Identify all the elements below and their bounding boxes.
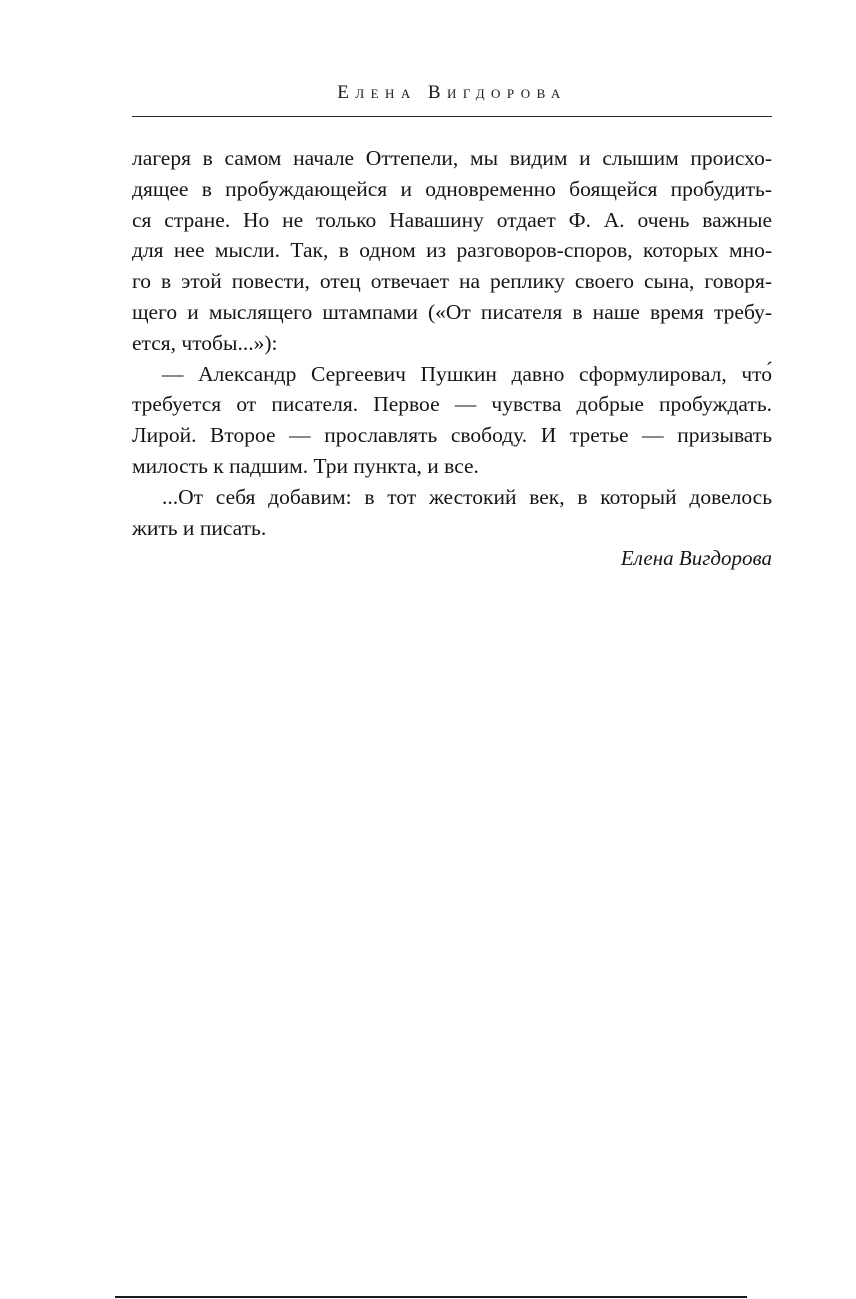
body-text <box>132 143 772 543</box>
paragraph <box>132 359 772 482</box>
text-line: ся стране. Но не только Навашину отдает Ф. А. очень важные <box>132 207 772 232</box>
paragraph <box>132 482 772 544</box>
text-line: лагеря в самом начале Оттепели, мы видим и слышим происхо- <box>132 146 772 170</box>
text-line: для нее мысли. Так, в одном из разговоров-споров, которых мно- <box>132 238 772 263</box>
paragraph <box>132 143 772 359</box>
running-header: Елена Вигдорова <box>337 82 567 103</box>
text-line: милость к падшим. Три пункта, и все. <box>132 453 479 478</box>
text-line: щего и мыслящего штампами («От писателя в наше время требу- <box>132 299 772 324</box>
text-line: дящее в пробуждающейся и одновременно боящейся пробудить- <box>132 176 772 201</box>
text-line: ...От себя добавим: в тот жестокий век, в который довелось <box>162 484 772 509</box>
author-signature: Елена Вигдорова <box>620 546 772 571</box>
header-rule <box>132 116 772 117</box>
text-line: ется, чтобы...»): <box>132 330 278 355</box>
text-line: — Александр Сергеевич Пушкин давно сформулировал, что́ <box>162 361 772 386</box>
text-line: Лирой. Второе — прославлять свободу. И третье — призывать <box>132 423 772 448</box>
text-line: го в этой повести, отец отвечает на реплику своего сына, говоря- <box>132 269 772 294</box>
text-line: жить и писать. <box>132 515 267 540</box>
text-line: требуется от писателя. Первое — чувства добрые пробуждать. <box>132 392 772 417</box>
page-bottom-edge <box>115 1296 747 1299</box>
